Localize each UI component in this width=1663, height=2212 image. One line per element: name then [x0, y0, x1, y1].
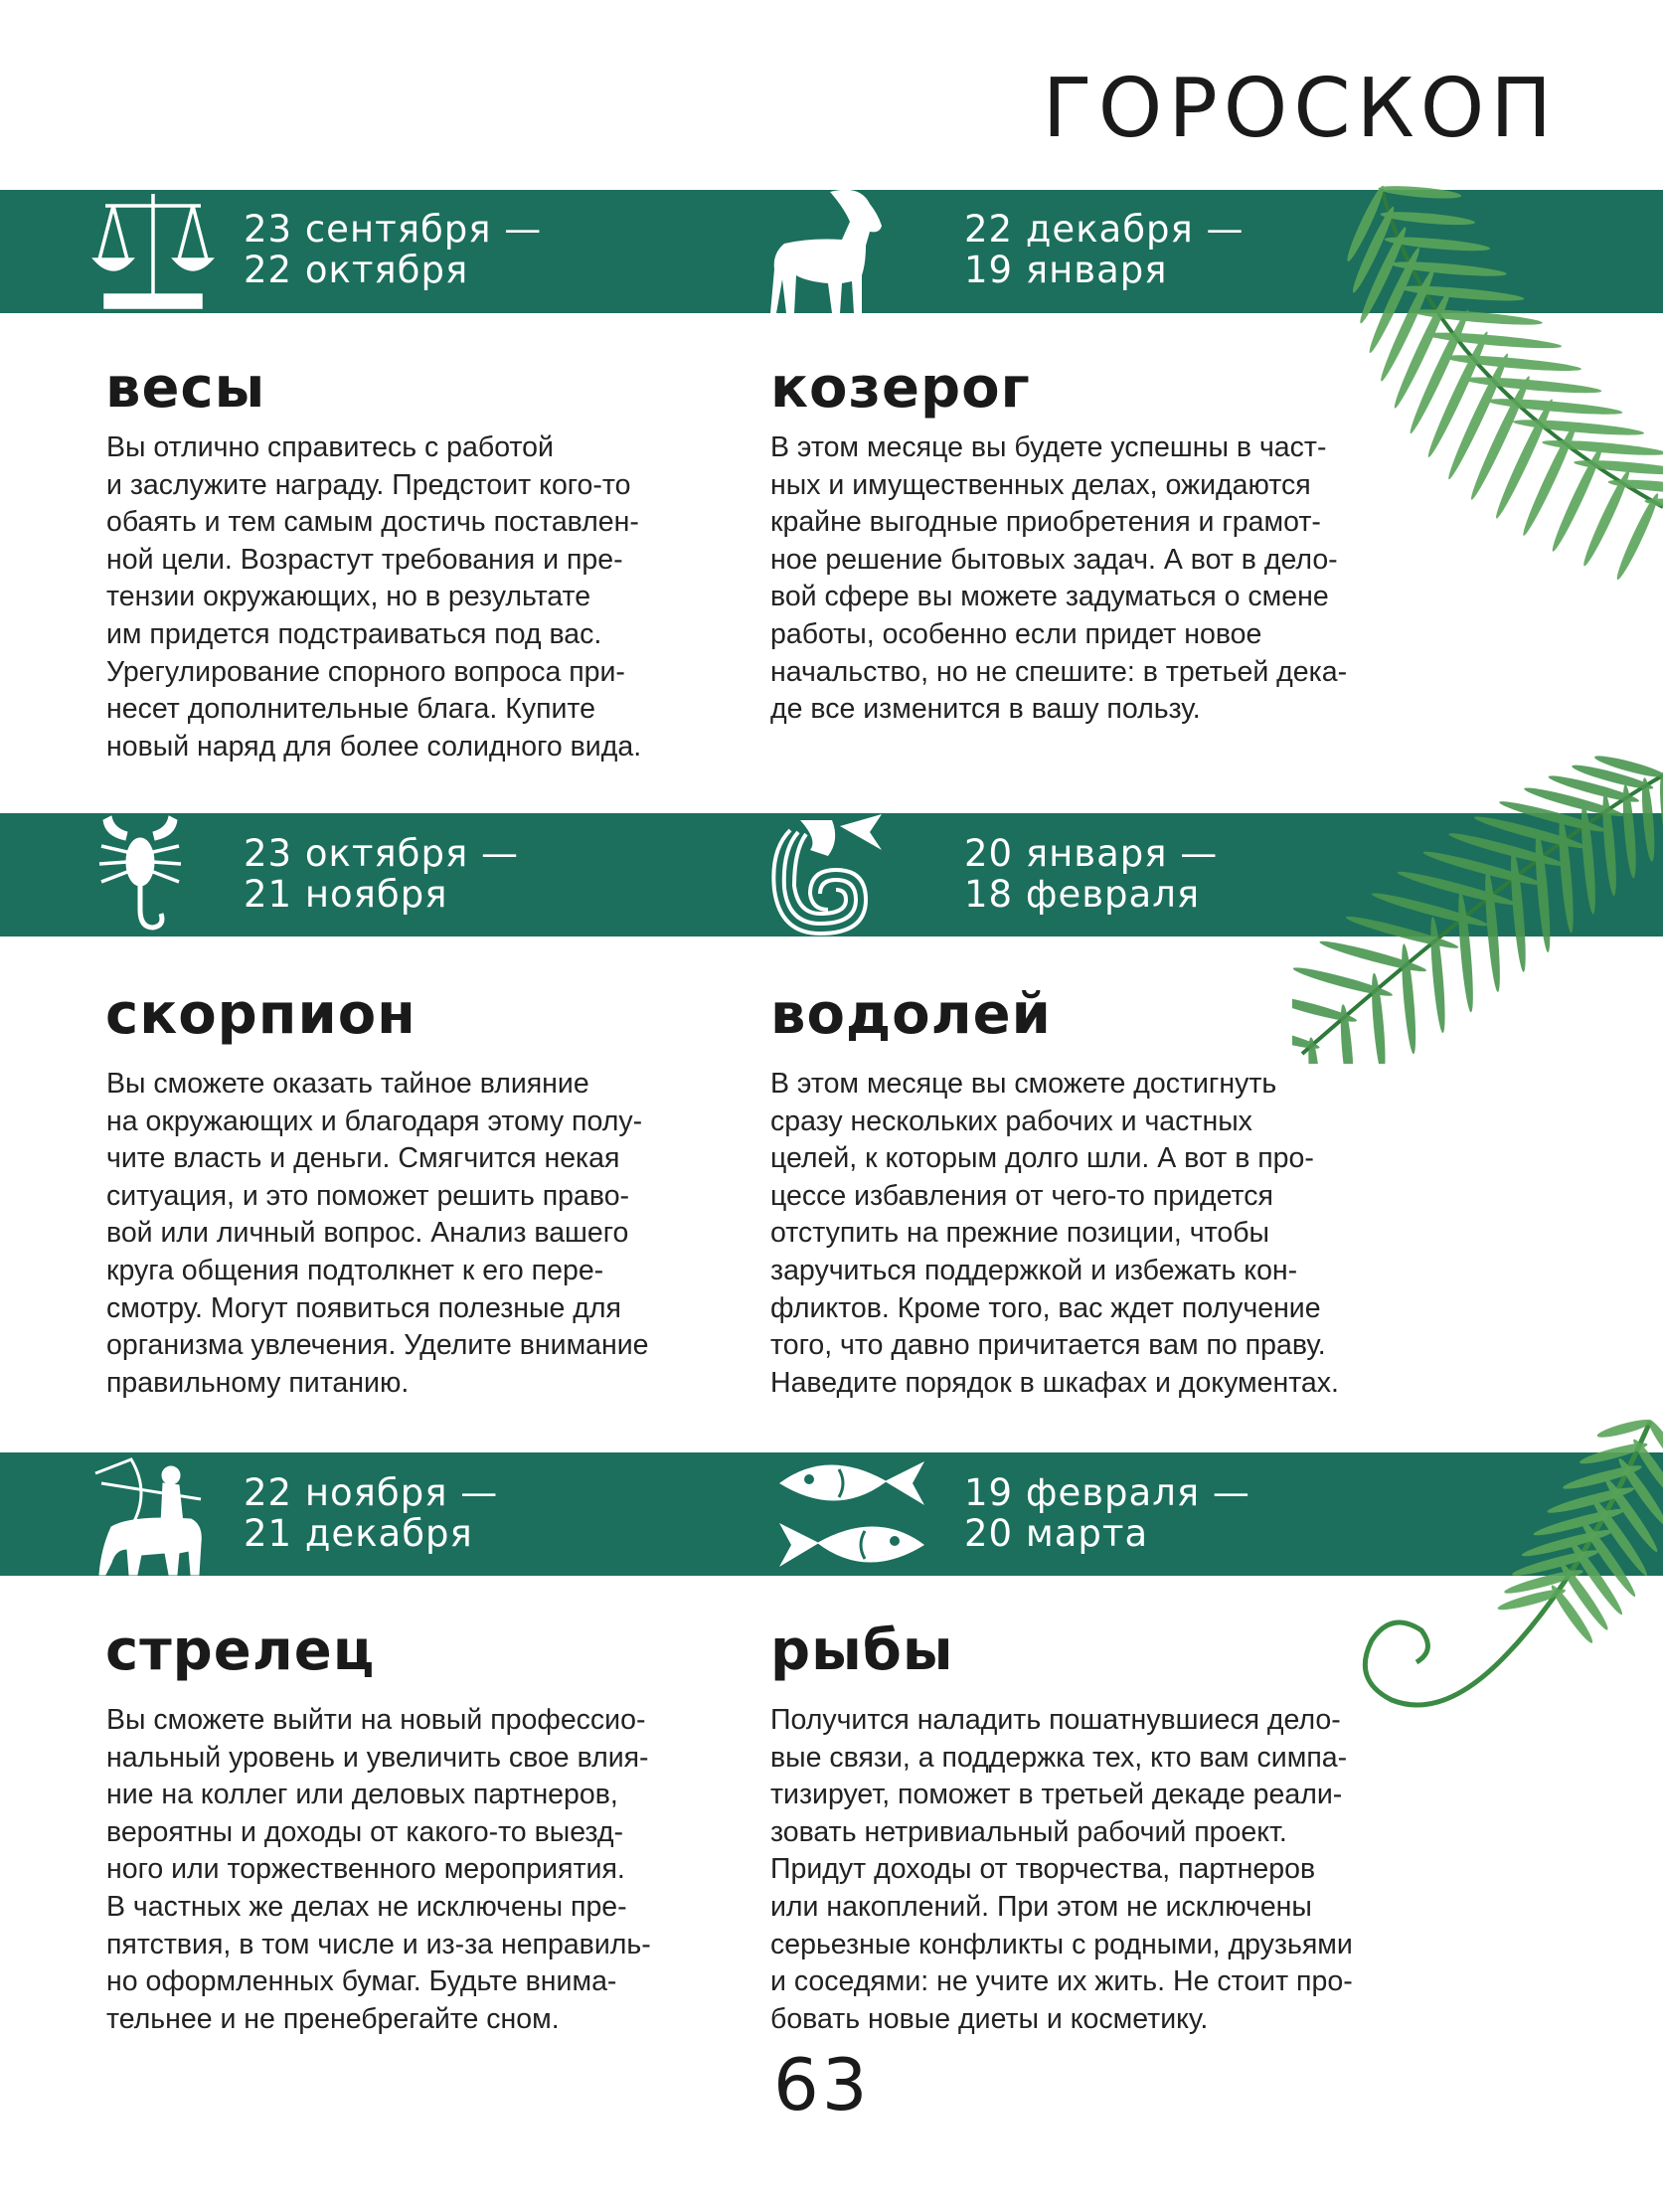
sign-text-capricorn: В этом месяце вы будете успешны в част- ных и имущественных делах, ожидаются крайне выгодные приобретения и грамот- ное решение бытовых задач. А вот в дело- вой сфере вы можете задуматься о смене работы, особенно если придет новое начальство, но не спешите: в третьей дека- де все изменится в вашу пользу. [770, 431, 1348, 726]
sign-heading-sagittarius: стрелец [105, 1618, 376, 1683]
scorpion-icon [95, 810, 185, 939]
goat-icon [770, 184, 885, 313]
fern-frond-curl-decoration [1332, 1402, 1663, 1780]
date-range-aquarius: 20 января — 18 февраля [964, 832, 1219, 916]
date-range-scorpio: 23 октября — 21 ноября [244, 832, 519, 916]
date-range-capricorn: 22 декабря — 19 января [964, 208, 1245, 291]
sign-heading-libra: весы [105, 356, 266, 421]
sign-text-pisces: Получится наладить пошатнувшиеся дело- вые связи, а поддержка тех, кто вам симпа- тизирует, поможет в третьей декаде реали- зовать нетривиальный рабочий проект. Придут доходы от творчества, партнеров или накоплений. При этом не исключены серьезные конфликты с родными, друзьями и соседями: не учите их жить. Не стоит про- бовать новые диеты и косметику. [770, 1704, 1353, 2035]
sign-heading-capricorn: козерог [770, 356, 1031, 421]
fish-icon [777, 1453, 926, 1577]
page-title: ГОРОСКОП [1042, 62, 1558, 156]
date-range-pisces: 19 февраля — 20 марта [964, 1471, 1250, 1555]
page-number: 63 [773, 2043, 871, 2127]
sign-heading-pisces: рыбы [770, 1618, 954, 1683]
date-range-sagittarius: 22 ноября — 21 декабря [244, 1471, 499, 1555]
sign-text-libra: Вы отлично справитесь с работой и заслужите награду. Предстоит кого-то обаять и тем самым достичь поставлен- ной цели. Возрастут требования и пре- тензии окружающих, но в результате им придется подстраиваться под вас. Урегулирование спорного вопроса при- несет дополнительные блага. Купите новый наряд для более солидного вида. [106, 431, 642, 763]
aquarius-icon [770, 810, 885, 939]
sign-text-aquarius: В этом месяце вы сможете достигнуть сразу нескольких рабочих и частных целей, к которым долго шли. А вот в про- цессе избавления от чего-то придется отступить на прежние позиции, чтобы заручиться поддержкой и избежать кон- фликтов. Кроме того, вас ждет получение того, что давно причитается вам по праву. Наведите порядок в шкафах и документах. [770, 1068, 1339, 1399]
fern-leaf-middle-decoration [1292, 726, 1663, 1064]
sign-text-sagittarius: Вы сможете выйти на новый профессио- нальный уровень и увеличить свое влия- ние на коллег или деловых партнеров, вероятны и доходы от какого-то выезд- ного или торжественного мероприятия. В частных же делах не исключены пре- пятствия, в том числе и из-за неправиль- но оформленных бумаг. Будьте внима- тельнее и не пренебрегайте сном. [106, 1704, 651, 2035]
date-range-libra: 23 сентября — 22 октября [244, 208, 543, 291]
sign-heading-aquarius: водолей [770, 982, 1052, 1047]
sign-text-scorpio: Вы сможете оказать тайное влияние на окружающих и благодаря этому полу- чите власть и деньги. Смягчится некая ситуация, и это поможет решить право- вой или личный вопрос. Анализ вашего круга общения подтолкнет к его пере- смотру. Могут появиться полезные для организма увлечения. Уделите внимание правильному питанию. [106, 1068, 649, 1399]
archer-icon [91, 1453, 215, 1577]
scales-icon [91, 190, 215, 313]
sign-heading-scorpio: скорпион [105, 982, 416, 1047]
